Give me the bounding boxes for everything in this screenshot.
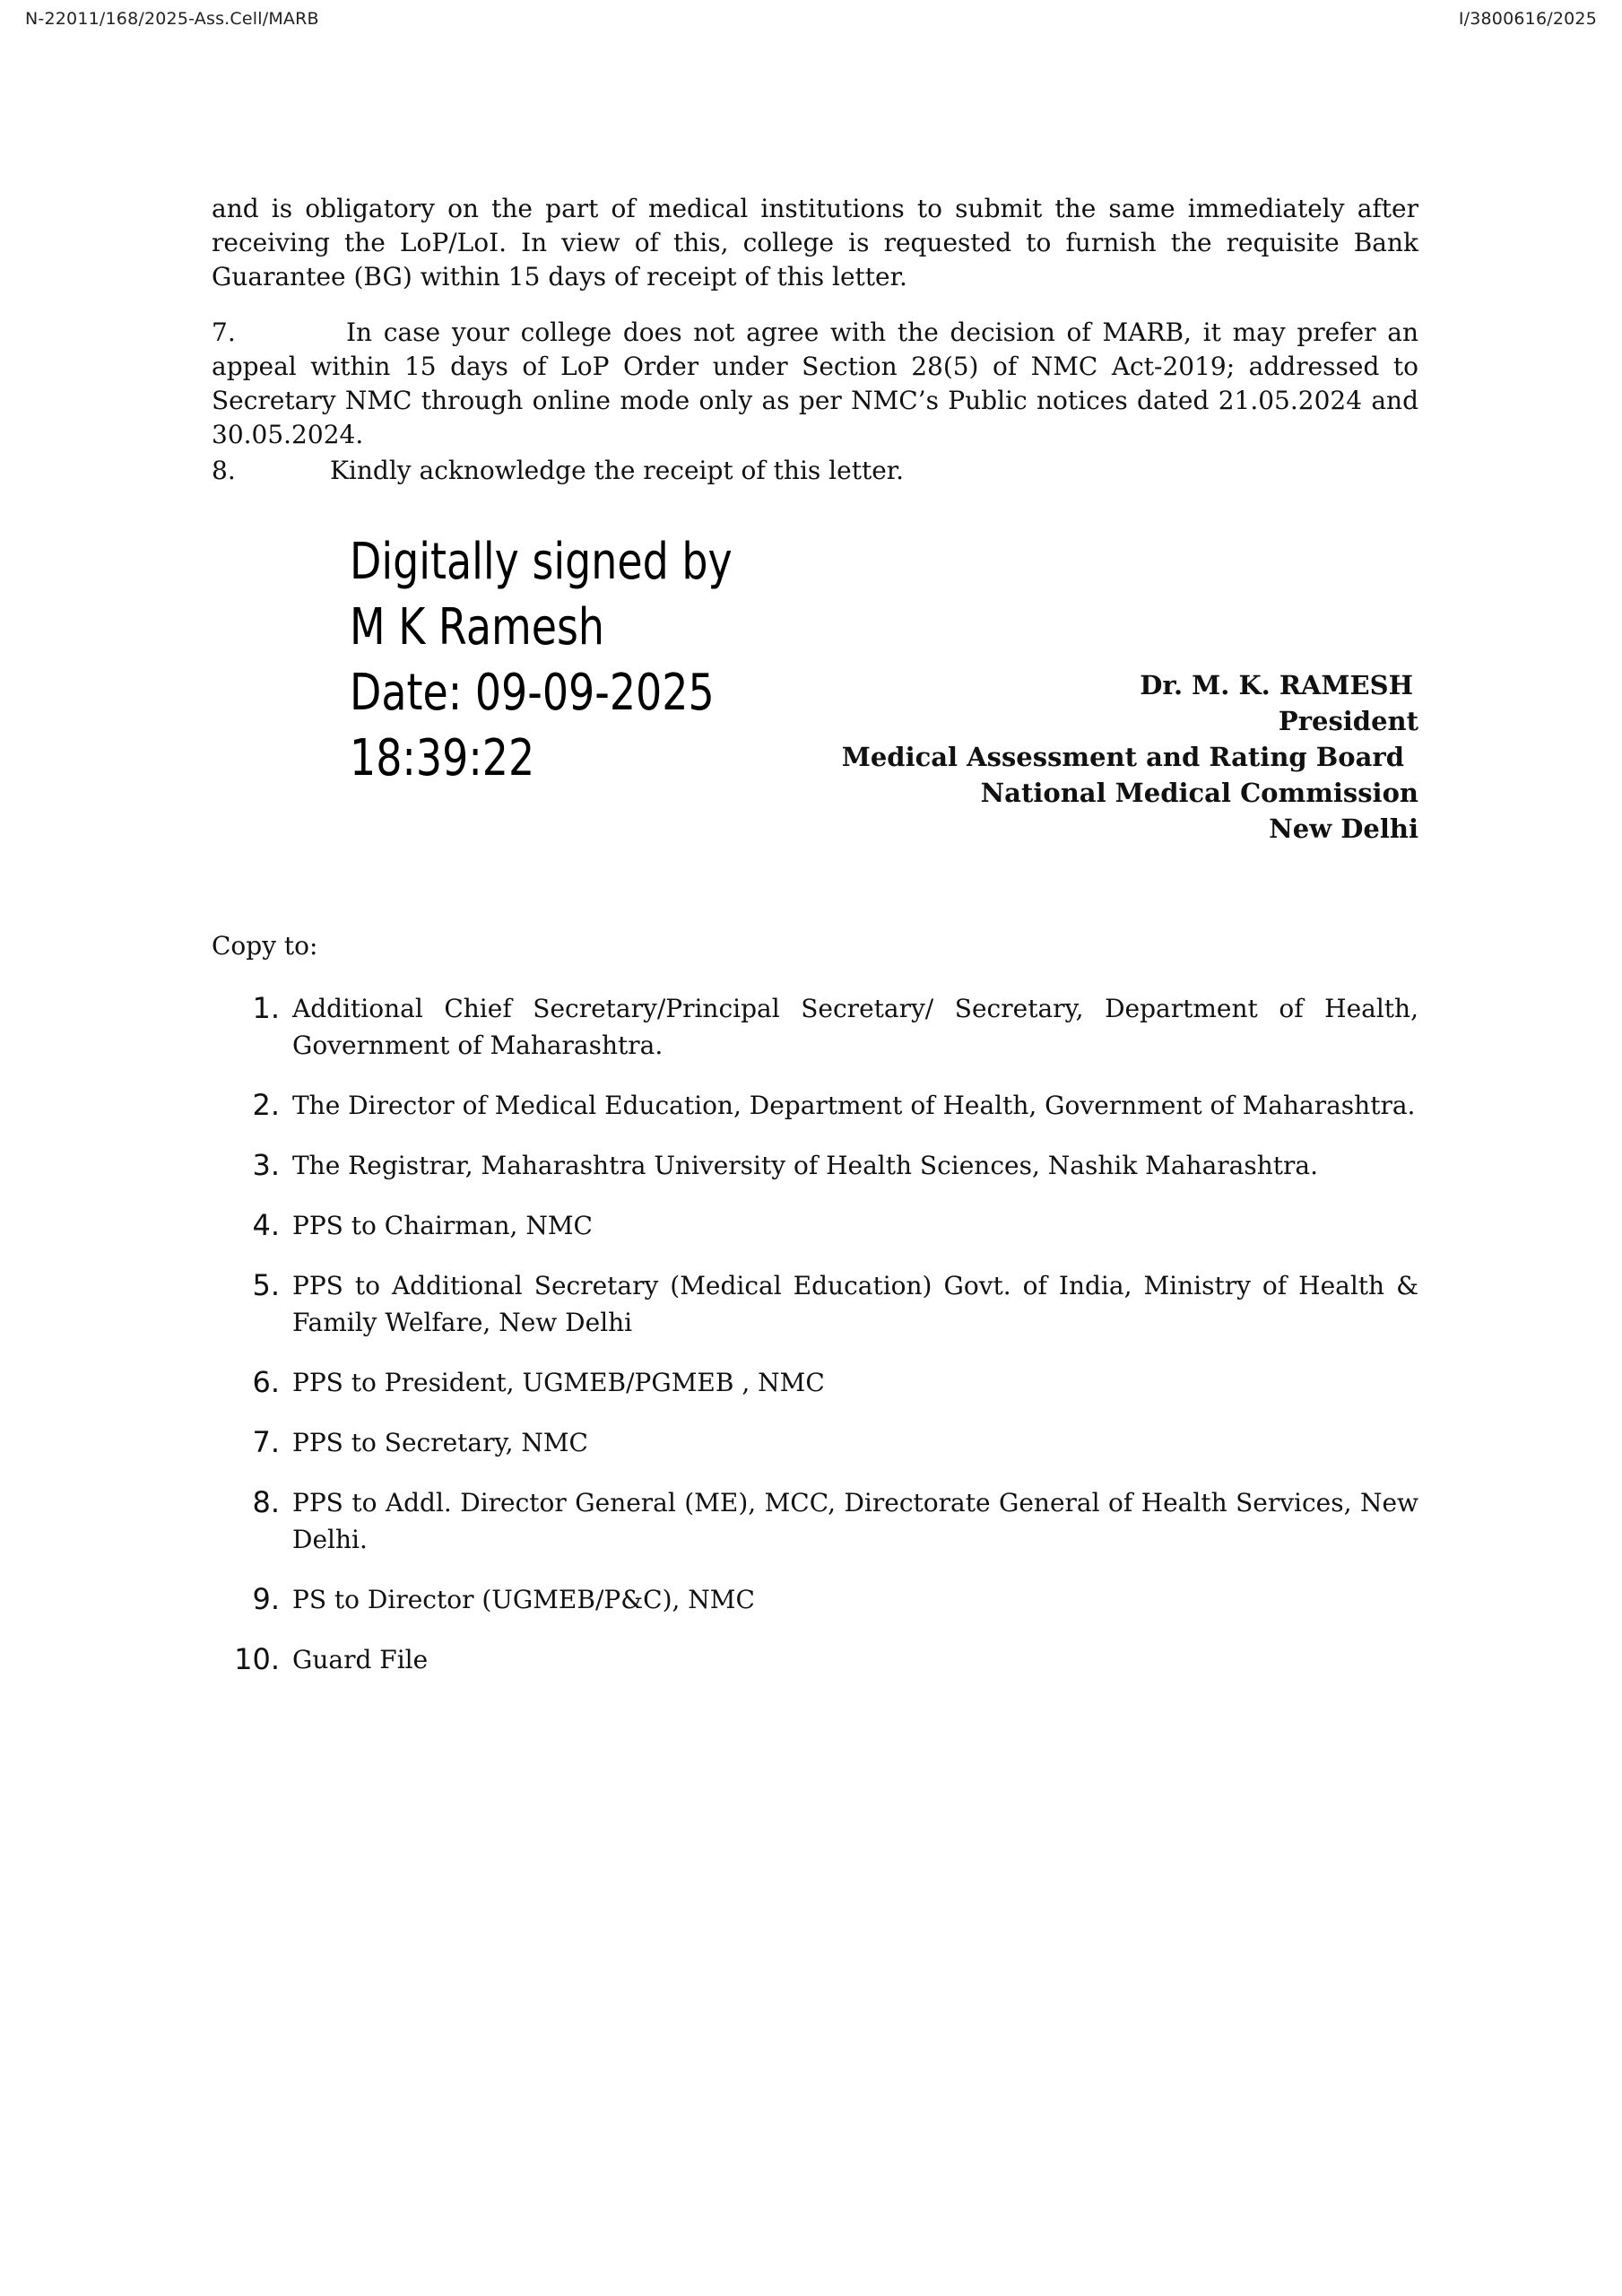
item-number: 7. xyxy=(252,1425,280,1459)
signatory-name: Dr. M. K. RAMESH xyxy=(1140,670,1413,700)
item-number: 4. xyxy=(252,1208,280,1242)
item-number: 10. xyxy=(234,1642,280,1676)
paragraph-number: 7. xyxy=(212,317,236,347)
copy-to-label: Copy to: xyxy=(212,931,318,961)
signatory-designation: President xyxy=(1278,706,1418,736)
copy-to-item xyxy=(212,1484,1418,1558)
file-reference-number: N-22011/168/2025-Ass.Cell/MARB xyxy=(25,9,319,29)
item-number: 9. xyxy=(252,1582,280,1616)
paragraph-text: In case your college does not agree with the decision of MARB, it may prefer an appeal within 15 days of LoP Order under Section 28(5) of NMC Act-2019; addressed to Secretary NMC through online mode only as per NMC’s Public notices dated 21.05.2024 and 30.05.2024. xyxy=(212,317,1418,449)
item-number: 3. xyxy=(252,1148,280,1182)
item-text: The Registrar, Maharashtra University of Health Sciences, Nashik Maharashtra. xyxy=(292,1151,1318,1180)
copy-to-item xyxy=(212,1087,1418,1124)
item-text: PPS to Chairman, NMC xyxy=(292,1211,593,1240)
copy-to-item xyxy=(212,1581,1418,1618)
copy-to-list xyxy=(212,990,1418,1678)
paragraph-number: 8. xyxy=(212,456,236,485)
signatory-commission: National Medical Commission xyxy=(980,778,1418,808)
signatory-details xyxy=(842,667,1418,847)
item-number: 8. xyxy=(252,1485,280,1519)
letter-body xyxy=(212,192,1418,1701)
copy-to-item xyxy=(212,1267,1418,1341)
item-text: PPS to Additional Secretary (Medical Education) Govt. of India, Ministry of Health & Family Welfare, New Delhi xyxy=(292,1271,1418,1337)
paragraph-8 xyxy=(212,454,1418,488)
item-text: PPS to Addl. Director General (ME), MCC, Directorate General of Health Services, New Delhi. xyxy=(292,1488,1418,1554)
item-text: PS to Director (UGMEB/P&C), NMC xyxy=(292,1585,755,1614)
copy-to-item xyxy=(212,990,1418,1064)
copy-to-item xyxy=(212,1207,1418,1244)
digital-signature-signer: M K Ramesh xyxy=(350,598,604,657)
item-text: Additional Chief Secretary/Principal Secretary/ Secretary, Department of Health, Government of Maharashtra. xyxy=(292,994,1418,1060)
signature-block xyxy=(212,529,1418,906)
paragraph-text: Kindly acknowledge the receipt of this letter. xyxy=(330,456,904,485)
signatory-city: New Delhi xyxy=(1269,813,1418,844)
paragraph-continuation: and is obligatory on the part of medical institutions to submit the same immediately after receiving the LoP/LoI. In view of this, college is requested to furnish the requisite Bank Guarantee (BG) within 15 days of receipt of this letter. xyxy=(212,194,1418,291)
item-number: 2. xyxy=(252,1088,280,1122)
copy-to-item xyxy=(212,1641,1418,1678)
signatory-board: Medical Assessment and Rating Board xyxy=(841,742,1404,772)
copy-to-item xyxy=(212,1424,1418,1461)
item-text: Guard File xyxy=(292,1645,429,1674)
digital-signature-line: Digitally signed by xyxy=(350,533,733,591)
item-text: PPS to President, UGMEB/PGMEB , NMC xyxy=(292,1368,825,1397)
digital-signature-date: Date: 09-09-2025 xyxy=(350,664,715,722)
item-text: PPS to Secretary, NMC xyxy=(292,1428,588,1457)
paragraph-7 xyxy=(212,316,1418,452)
item-text: The Director of Medical Education, Department of Health, Government of Maharashtra. xyxy=(292,1091,1416,1120)
digital-signature-stamp xyxy=(350,529,733,791)
item-number: 6. xyxy=(252,1365,280,1399)
item-number: 1. xyxy=(252,991,280,1025)
copy-to-item xyxy=(212,1364,1418,1401)
copy-to-item xyxy=(212,1147,1418,1184)
digital-signature-time: 18:39:22 xyxy=(350,729,535,787)
item-number: 5. xyxy=(252,1268,280,1302)
document-id: I/3800616/2025 xyxy=(1458,9,1597,29)
